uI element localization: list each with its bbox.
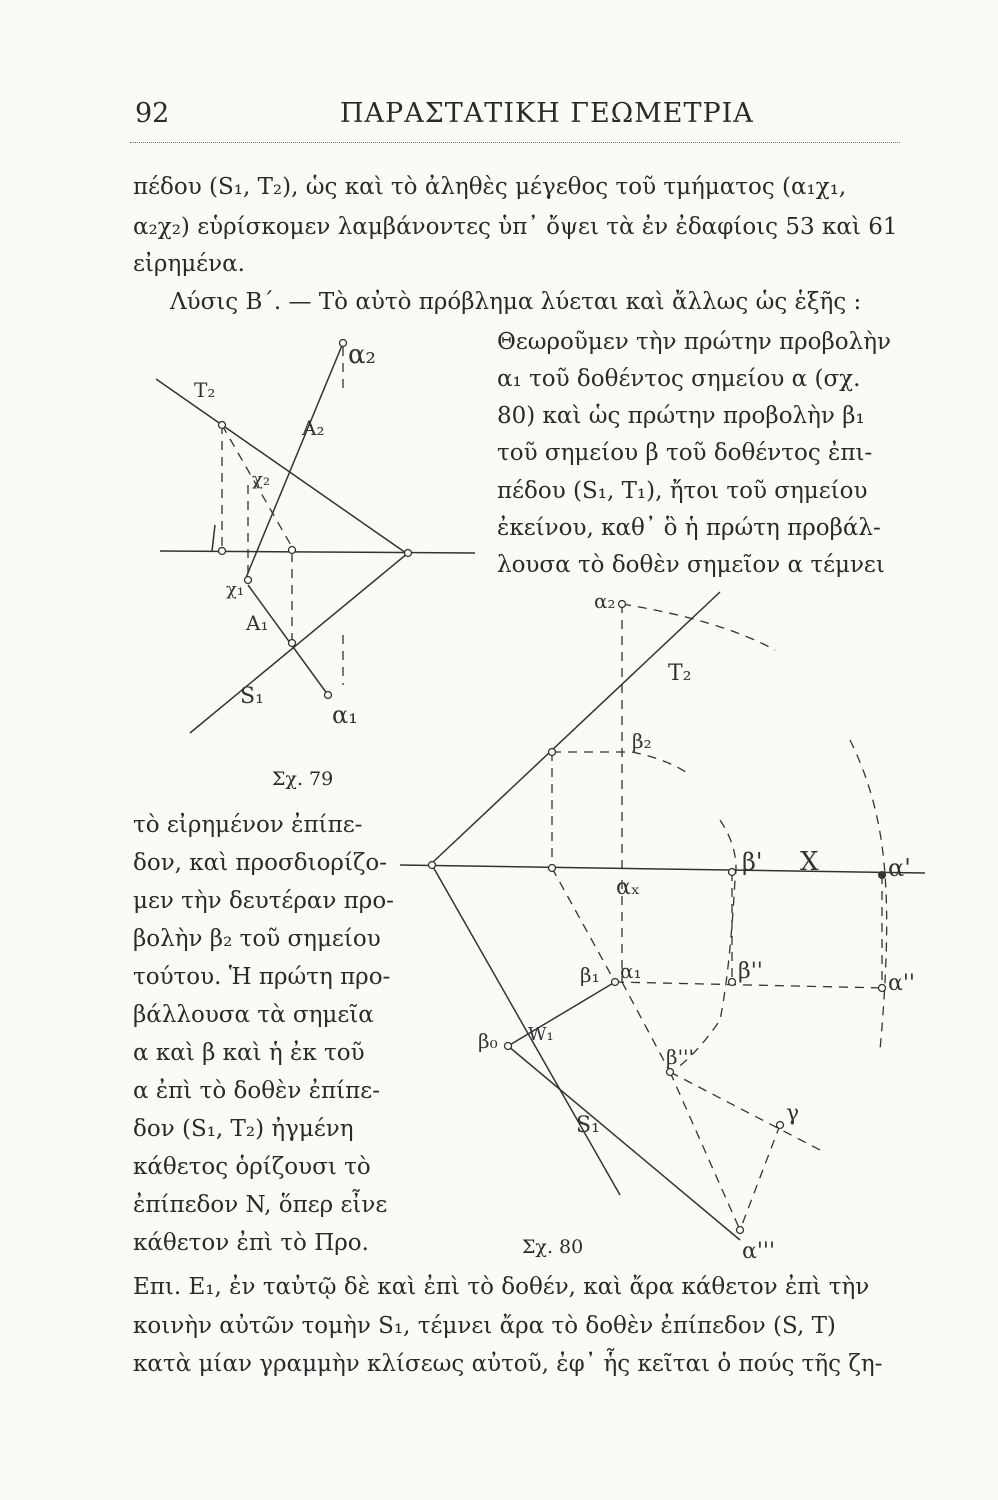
fig79-label-big-a2: A₂ — [302, 416, 325, 440]
fig80-point — [729, 979, 736, 986]
text-line: πέδου (S₁, T₂), ὡς καὶ τὸ ἀληθὲς μέγεθος τοῦ τμήματος (α₁χ₁, — [133, 174, 847, 200]
fig80-label-a-triple: α''' — [742, 1239, 775, 1260]
text-line: Επι. E₁, ἐν ταὐτῷ δὲ καὶ ἐπὶ τὸ δοθέν, καὶ ἄρα κάθετον ἐπὶ τὴν — [133, 1274, 870, 1300]
figure-80 — [380, 580, 945, 1260]
text-line: τοῦ σημείου β τοῦ δοθέντος ἐπι- — [497, 440, 873, 466]
fig80-point — [667, 1069, 674, 1076]
fig80-trace-s1 — [432, 865, 620, 1195]
text-line: δον (S₁, T₂) ἠγμένη — [133, 1116, 354, 1142]
fig79-segment-a1 — [248, 585, 328, 695]
text-line: ἐπίπεδον N, ὅπερ εἶνε — [133, 1192, 388, 1218]
page-header — [130, 92, 905, 136]
fig80-point — [777, 1122, 784, 1129]
fig79-label-s1: S₁ — [240, 684, 264, 709]
fig80-arc-b — [675, 820, 736, 1070]
text-line: λουσα τὸ δοθὲν σημεῖον α τέμνει — [497, 552, 885, 578]
fig80-label-a1: α₁ — [620, 959, 642, 983]
fig80-label-x-axis: X — [800, 847, 819, 877]
text-line: βάλλουσα τὰ σημεῖα — [133, 1002, 374, 1028]
text-line: α₁ τοῦ δοθέντος σημείου α (σχ. — [497, 366, 861, 392]
figure-80-caption: Σχ. 80 — [522, 1236, 584, 1258]
text-line: κάθετον ἐπὶ τὸ Προ. — [133, 1230, 369, 1256]
fig80-arc-top — [622, 604, 775, 650]
fig79-segment-a2 — [245, 343, 343, 580]
fig79-point — [289, 640, 296, 647]
text-line: κάθετος ὁρίζουσι τὸ — [133, 1154, 371, 1180]
text-line: εἰρημένα. — [133, 251, 245, 277]
fig80-label-b0: β₀ — [478, 1029, 498, 1053]
fig80-label-b1: β₁ — [580, 963, 600, 987]
fig79-point — [340, 340, 347, 347]
fig80-point — [879, 985, 886, 992]
text-line: α₂χ₂) εὑρίσκομεν λαμβάνοντες ὑπ᾽ ὄψει τὰ ἐν ἐδαφίοις 53 καὶ 61 — [133, 214, 898, 240]
fig80-trace-t2 — [432, 592, 720, 863]
fig80-point — [505, 1043, 512, 1050]
fig80-label-s1: S₁ — [576, 1113, 600, 1138]
text-line: κοινὴν αὐτῶν τομὴν S₁, τέμνει ἄρα τὸ δοθὲν ἐπίπεδον (S, T) — [133, 1313, 836, 1339]
fig80-point — [729, 869, 736, 876]
fig79-point — [219, 422, 226, 429]
fig79-label-x2: χ₂ — [252, 469, 271, 490]
fig80-point — [549, 749, 556, 756]
text-line: 80) καὶ ὡς πρώτην προβολὴν β₁ — [497, 403, 865, 429]
fig80-line-b0-a1 — [508, 982, 615, 1046]
text-line: ἐκείνου, καθ᾽ ὃ ἡ πρώτη προβάλ- — [497, 515, 881, 541]
fig79-ground-line — [160, 551, 475, 553]
fig80-label-ax: αₓ — [616, 875, 641, 900]
text-line: δον, καὶ προσδιορίζο- — [133, 850, 388, 876]
fig79-label-a1: α₁ — [332, 701, 358, 729]
text-line: τὸ εἰρημένον ἐπίπε- — [133, 812, 363, 838]
fig80-label-b-double: β'' — [738, 959, 763, 984]
fig79-point — [245, 577, 252, 584]
fig80-point — [549, 865, 556, 872]
header-rule — [130, 142, 900, 143]
fig80-point — [619, 601, 626, 608]
text-line: μεν τὴν δευτέραν προ- — [133, 888, 394, 914]
fig80-label-a-prime: α' — [888, 854, 911, 882]
fig80-point — [612, 979, 619, 986]
fig79-point — [219, 548, 226, 555]
fig80-label-gamma: γ — [786, 1101, 800, 1126]
fig79-label-big-a1: A₁ — [246, 611, 269, 635]
fig80-ground-line — [400, 865, 925, 873]
fig79-trace-s1 — [190, 553, 408, 733]
fig80-label-b-triple: β''' — [666, 1045, 695, 1069]
fig80-point — [737, 1227, 744, 1234]
fig80-point-filled — [878, 871, 886, 879]
text-line: πέδου (S₁, T₁), ἤτοι τοῦ σημείου — [497, 478, 868, 504]
fig80-dashed-a1-bppp — [622, 982, 670, 1072]
fig79-label-x1: χ₁ — [226, 579, 245, 600]
fig80-label-b2: β₂ — [632, 729, 652, 753]
page-number: 92 — [135, 98, 170, 129]
fig79-label-t2: T₂ — [194, 378, 216, 402]
running-title: ΠΑΡΑΣΤΑΤΙΚΗ ΓΕΩΜΕΤΡΙΑ — [340, 98, 754, 129]
figure-79-caption: Σχ. 79 — [272, 768, 334, 790]
text-line: α καὶ β καὶ ἡ ἐκ τοῦ — [133, 1040, 365, 1066]
fig80-line-b0-appp — [508, 1046, 740, 1240]
fig80-label-b-prime: β' — [742, 848, 763, 876]
fig80-arc-a — [850, 740, 887, 1050]
fig79-point — [405, 550, 412, 557]
solution-heading: Λύσις Β΄. — Τὸ αὐτὸ πρόβλημα λύεται καὶ ἄλλως ὡς ἑξῆς : — [170, 289, 862, 315]
fig80-label-t2: T₂ — [668, 661, 692, 686]
fig80-arc-b2 — [632, 752, 690, 775]
text-line: κατὰ μίαν γραμμὴν κλίσεως αὐτοῦ, ἐφ᾽ ἧς κεῖται ὁ πούς τῆς ζη- — [133, 1351, 883, 1377]
fig79-point — [289, 547, 296, 554]
fig80-label-a2: α₂ — [594, 589, 616, 613]
fig80-label-a-double: α'' — [888, 971, 915, 996]
fig80-dashed-gamma-appp — [740, 1125, 780, 1230]
fig80-label-w1: W₁ — [528, 1024, 554, 1045]
fig80-point — [429, 862, 436, 869]
fig79-label-a2: α₂ — [348, 340, 376, 370]
text-line: α ἐπὶ τὸ δοθὲν ἐπίπε- — [133, 1078, 380, 1104]
fig79-point — [325, 692, 332, 699]
fig79-short-line — [212, 525, 215, 551]
text-line: Θεωροῦμεν τὴν πρώτην προβολὴν — [497, 329, 891, 355]
text-line: βολὴν β₂ τοῦ σημείου — [133, 926, 381, 952]
text-line: τούτου. Ἡ πρώτη προ- — [133, 964, 391, 990]
fig80-dashed-bppp-appp — [670, 1072, 740, 1230]
